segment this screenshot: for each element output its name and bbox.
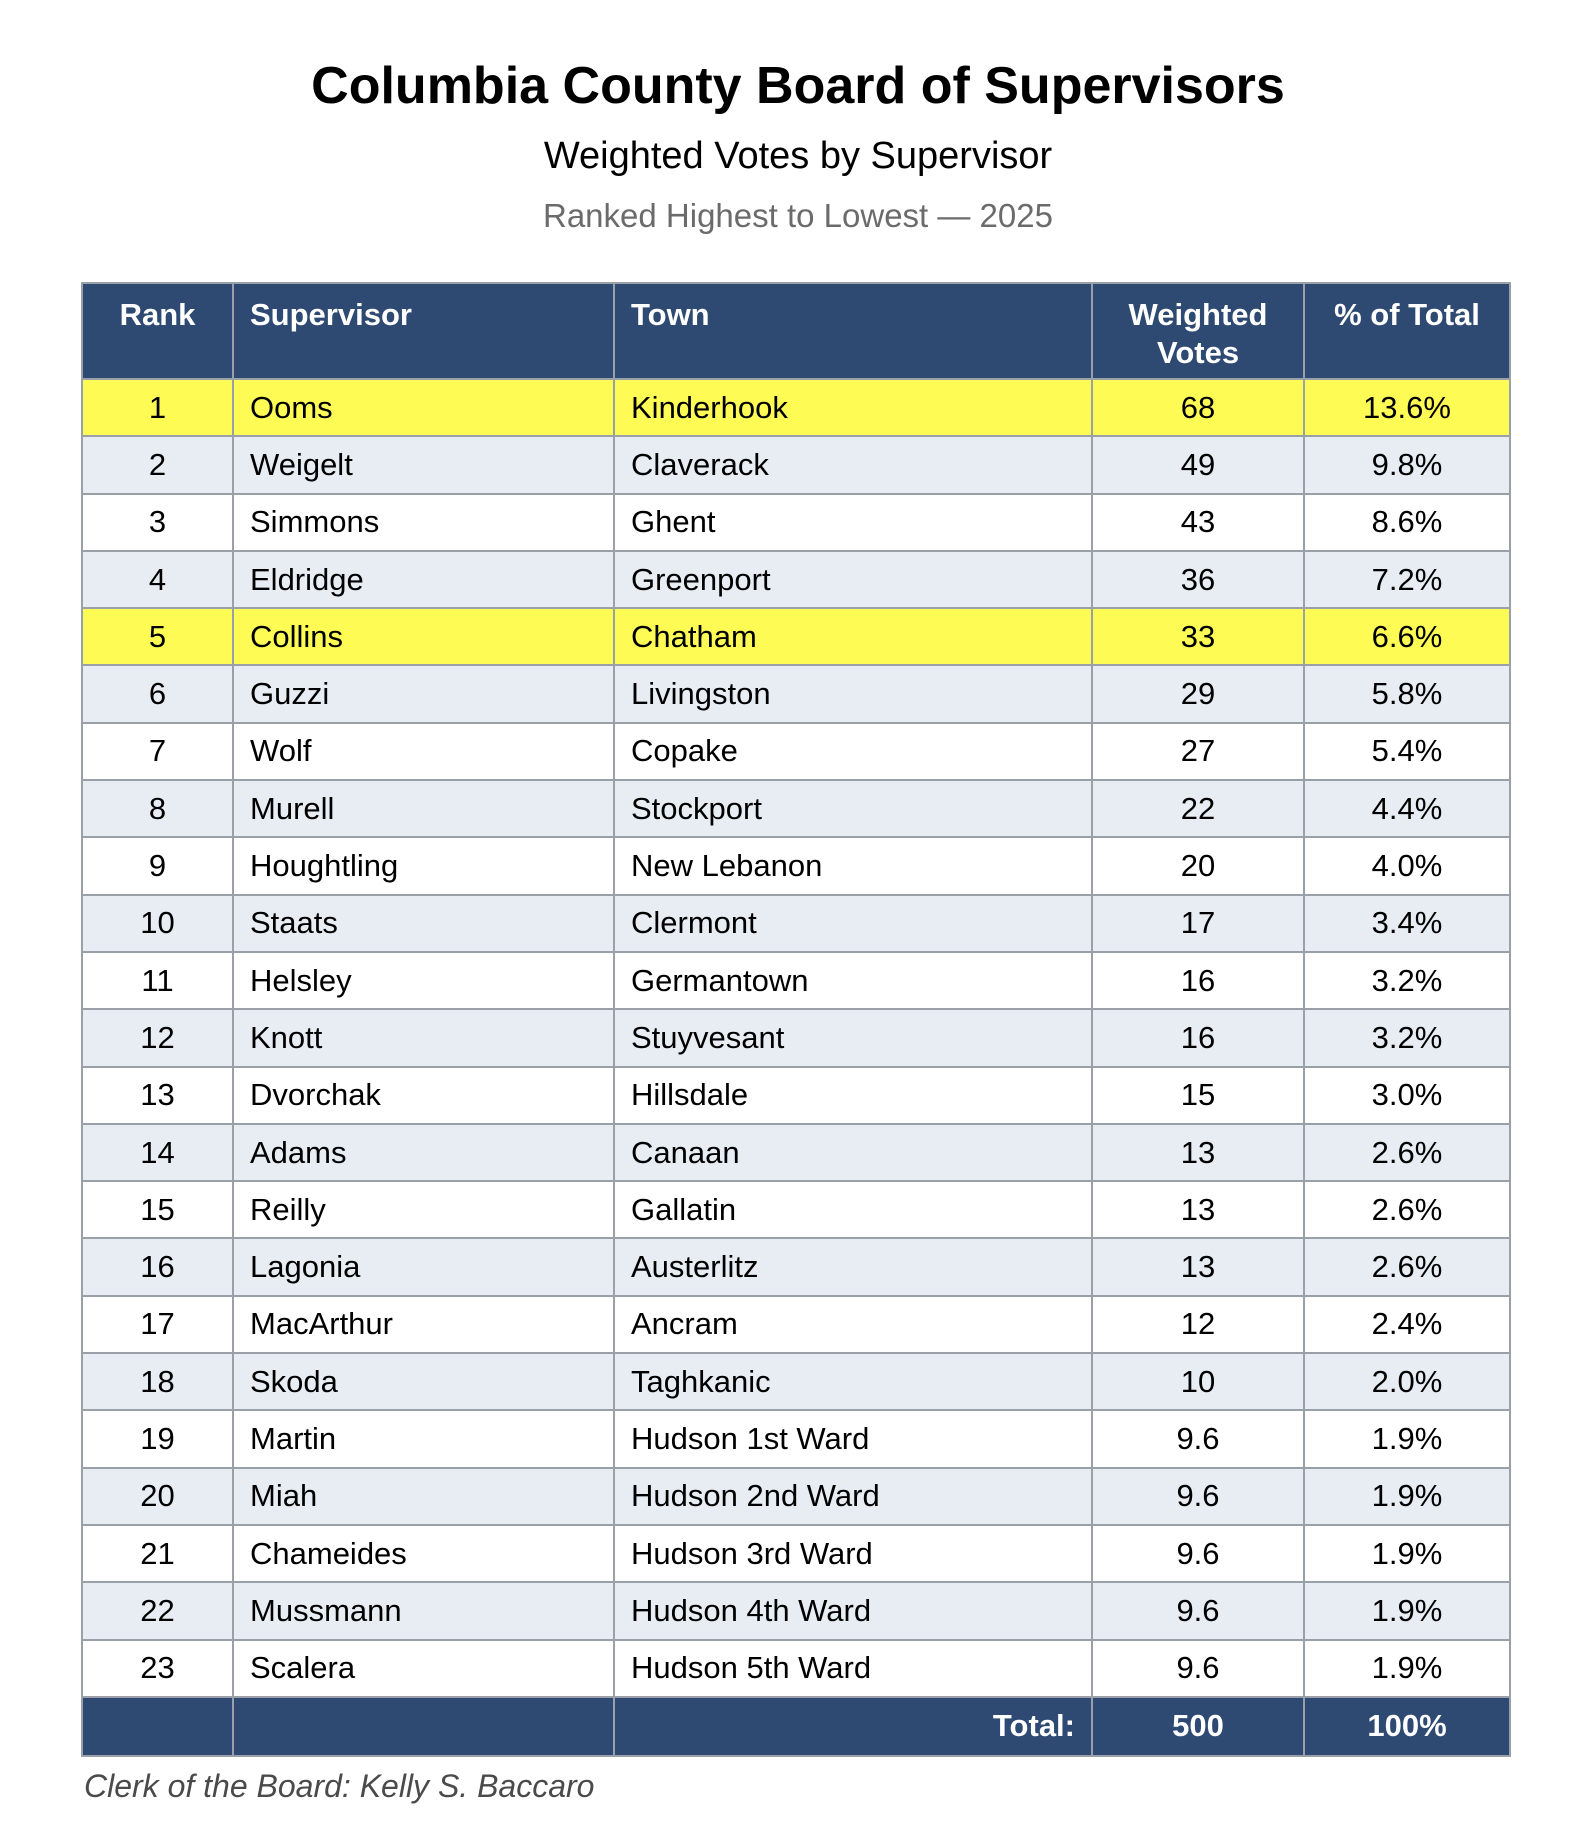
table-body <box>82 379 1510 1697</box>
table-row <box>82 494 1510 551</box>
cell-supervisor: Reilly <box>233 1181 614 1238</box>
cell-rank: 19 <box>82 1410 233 1467</box>
table-row <box>82 1124 1510 1181</box>
table-row <box>82 1067 1510 1124</box>
cell-weighted-votes: 9.6 <box>1092 1640 1304 1697</box>
header-weighted-votes: Weighted Votes <box>1092 283 1304 379</box>
cell-percent-total: 1.9% <box>1304 1582 1510 1639</box>
cell-supervisor: Houghtling <box>233 837 614 894</box>
cell-rank: 15 <box>82 1181 233 1238</box>
cell-percent-total: 8.6% <box>1304 494 1510 551</box>
cell-percent-total: 1.9% <box>1304 1468 1510 1525</box>
cell-town: Hudson 2nd Ward <box>614 1468 1092 1525</box>
table-row <box>82 780 1510 837</box>
cell-percent-total: 2.6% <box>1304 1181 1510 1238</box>
cell-percent-total: 2.6% <box>1304 1238 1510 1295</box>
cell-weighted-votes: 13 <box>1092 1238 1304 1295</box>
table-header <box>82 283 1510 379</box>
cell-weighted-votes: 17 <box>1092 895 1304 952</box>
header-supervisor: Supervisor <box>233 283 614 379</box>
cell-weighted-votes: 9.6 <box>1092 1525 1304 1582</box>
table-row <box>82 379 1510 436</box>
total-percent: 100% <box>1304 1697 1510 1756</box>
table-row <box>82 1468 1510 1525</box>
cell-supervisor: Scalera <box>233 1640 614 1697</box>
cell-rank: 1 <box>82 379 233 436</box>
cell-percent-total: 2.0% <box>1304 1353 1510 1410</box>
cell-town: Ghent <box>614 494 1092 551</box>
cell-weighted-votes: 9.6 <box>1092 1468 1304 1525</box>
cell-town: Hudson 3rd Ward <box>614 1525 1092 1582</box>
table-footer <box>82 1697 1510 1756</box>
cell-rank: 8 <box>82 780 233 837</box>
cell-weighted-votes: 20 <box>1092 837 1304 894</box>
cell-weighted-votes: 9.6 <box>1092 1410 1304 1467</box>
header-rank: Rank <box>82 283 233 379</box>
cell-rank: 9 <box>82 837 233 894</box>
cell-rank: 14 <box>82 1124 233 1181</box>
page-subtitle: Weighted Votes by Supervisor <box>543 135 1053 177</box>
cell-rank: 13 <box>82 1067 233 1124</box>
cell-rank: 23 <box>82 1640 233 1697</box>
table-row <box>82 837 1510 894</box>
cell-percent-total: 1.9% <box>1304 1410 1510 1467</box>
cell-percent-total: 6.6% <box>1304 608 1510 665</box>
cell-town: Hudson 4th Ward <box>614 1582 1092 1639</box>
cell-percent-total: 3.0% <box>1304 1067 1510 1124</box>
table-row <box>82 1009 1510 1066</box>
cell-town: Kinderhook <box>614 379 1092 436</box>
cell-percent-total: 9.8% <box>1304 436 1510 493</box>
table-row <box>82 952 1510 1009</box>
cell-supervisor: Staats <box>233 895 614 952</box>
cell-rank: 10 <box>82 895 233 952</box>
cell-percent-total: 2.6% <box>1304 1124 1510 1181</box>
cell-town: Hudson 1st Ward <box>614 1410 1092 1467</box>
cell-town: Claverack <box>614 436 1092 493</box>
table-row <box>82 1181 1510 1238</box>
table-row <box>82 1525 1510 1582</box>
cell-supervisor: Chameides <box>233 1525 614 1582</box>
cell-percent-total: 3.4% <box>1304 895 1510 952</box>
cell-supervisor: Lagonia <box>233 1238 614 1295</box>
cell-rank: 5 <box>82 608 233 665</box>
cell-town: Greenport <box>614 551 1092 608</box>
cell-percent-total: 5.4% <box>1304 723 1510 780</box>
cell-supervisor: Wolf <box>233 723 614 780</box>
total-empty-cell <box>82 1697 233 1756</box>
cell-percent-total: 2.4% <box>1304 1296 1510 1353</box>
table-row <box>82 723 1510 780</box>
table-row <box>82 608 1510 665</box>
cell-supervisor: Murell <box>233 780 614 837</box>
cell-town: Hillsdale <box>614 1067 1092 1124</box>
cell-weighted-votes: 13 <box>1092 1181 1304 1238</box>
cell-supervisor: Martin <box>233 1410 614 1467</box>
table-row <box>82 1296 1510 1353</box>
cell-town: Canaan <box>614 1124 1092 1181</box>
cell-town: Livingston <box>614 665 1092 722</box>
cell-percent-total: 3.2% <box>1304 952 1510 1009</box>
cell-town: Ancram <box>614 1296 1092 1353</box>
cell-supervisor: Collins <box>233 608 614 665</box>
total-votes: 500 <box>1092 1697 1304 1756</box>
cell-rank: 4 <box>82 551 233 608</box>
cell-weighted-votes: 27 <box>1092 723 1304 780</box>
total-label: Total: <box>614 1697 1092 1756</box>
cell-weighted-votes: 49 <box>1092 436 1304 493</box>
table-row <box>82 895 1510 952</box>
cell-percent-total: 3.2% <box>1304 1009 1510 1066</box>
cell-rank: 16 <box>82 1238 233 1295</box>
cell-weighted-votes: 16 <box>1092 952 1304 1009</box>
cell-supervisor: MacArthur <box>233 1296 614 1353</box>
total-row <box>82 1697 1510 1756</box>
cell-percent-total: 1.9% <box>1304 1640 1510 1697</box>
cell-weighted-votes: 13 <box>1092 1124 1304 1181</box>
table-row <box>82 665 1510 722</box>
cell-supervisor: Skoda <box>233 1353 614 1410</box>
cell-town: Germantown <box>614 952 1092 1009</box>
cell-town: Clermont <box>614 895 1092 952</box>
cell-weighted-votes: 16 <box>1092 1009 1304 1066</box>
cell-weighted-votes: 33 <box>1092 608 1304 665</box>
table-row <box>82 1582 1510 1639</box>
cell-town: Stuyvesant <box>614 1009 1092 1066</box>
cell-supervisor: Weigelt <box>233 436 614 493</box>
cell-supervisor: Simmons <box>233 494 614 551</box>
cell-town: Stockport <box>614 780 1092 837</box>
page-title: Columbia County Board of Supervisors <box>311 57 1285 115</box>
cell-rank: 20 <box>82 1468 233 1525</box>
cell-rank: 18 <box>82 1353 233 1410</box>
cell-rank: 2 <box>82 436 233 493</box>
cell-town: Taghkanic <box>614 1353 1092 1410</box>
cell-town: Chatham <box>614 608 1092 665</box>
header-town: Town <box>614 283 1092 379</box>
cell-rank: 22 <box>82 1582 233 1639</box>
cell-weighted-votes: 36 <box>1092 551 1304 608</box>
cell-percent-total: 4.0% <box>1304 837 1510 894</box>
cell-rank: 3 <box>82 494 233 551</box>
cell-town: Hudson 5th Ward <box>614 1640 1092 1697</box>
cell-weighted-votes: 29 <box>1092 665 1304 722</box>
header-row <box>82 283 1510 379</box>
cell-rank: 11 <box>82 952 233 1009</box>
header-percent-total: % of Total <box>1304 283 1510 379</box>
weighted-votes-table <box>81 282 1511 1757</box>
cell-percent-total: 5.8% <box>1304 665 1510 722</box>
cell-weighted-votes: 12 <box>1092 1296 1304 1353</box>
table-row <box>82 436 1510 493</box>
cell-supervisor: Dvorchak <box>233 1067 614 1124</box>
table-row <box>82 1410 1510 1467</box>
cell-weighted-votes: 10 <box>1092 1353 1304 1410</box>
cell-percent-total: 13.6% <box>1304 379 1510 436</box>
cell-supervisor: Mussmann <box>233 1582 614 1639</box>
cell-town: Austerlitz <box>614 1238 1092 1295</box>
cell-rank: 17 <box>82 1296 233 1353</box>
cell-weighted-votes: 22 <box>1092 780 1304 837</box>
cell-supervisor: Knott <box>233 1009 614 1066</box>
cell-weighted-votes: 9.6 <box>1092 1582 1304 1639</box>
cell-rank: 21 <box>82 1525 233 1582</box>
cell-rank: 6 <box>82 665 233 722</box>
page-subsubtitle: Ranked Highest to Lowest — 2025 <box>543 197 1053 234</box>
cell-town: Copake <box>614 723 1092 780</box>
cell-town: Gallatin <box>614 1181 1092 1238</box>
cell-town: New Lebanon <box>614 837 1092 894</box>
cell-weighted-votes: 68 <box>1092 379 1304 436</box>
total-empty-cell <box>233 1697 614 1756</box>
cell-percent-total: 7.2% <box>1304 551 1510 608</box>
cell-supervisor: Ooms <box>233 379 614 436</box>
table-row <box>82 551 1510 608</box>
cell-percent-total: 4.4% <box>1304 780 1510 837</box>
cell-supervisor: Helsley <box>233 952 614 1009</box>
cell-rank: 7 <box>82 723 233 780</box>
cell-weighted-votes: 15 <box>1092 1067 1304 1124</box>
cell-rank: 12 <box>82 1009 233 1066</box>
clerk-note: Clerk of the Board: Kelly S. Baccaro <box>84 1768 595 1804</box>
table-row <box>82 1238 1510 1295</box>
cell-supervisor: Miah <box>233 1468 614 1525</box>
cell-weighted-votes: 43 <box>1092 494 1304 551</box>
cell-percent-total: 1.9% <box>1304 1525 1510 1582</box>
cell-supervisor: Adams <box>233 1124 614 1181</box>
cell-supervisor: Eldridge <box>233 551 614 608</box>
table-row <box>82 1353 1510 1410</box>
cell-supervisor: Guzzi <box>233 665 614 722</box>
table-row <box>82 1640 1510 1697</box>
